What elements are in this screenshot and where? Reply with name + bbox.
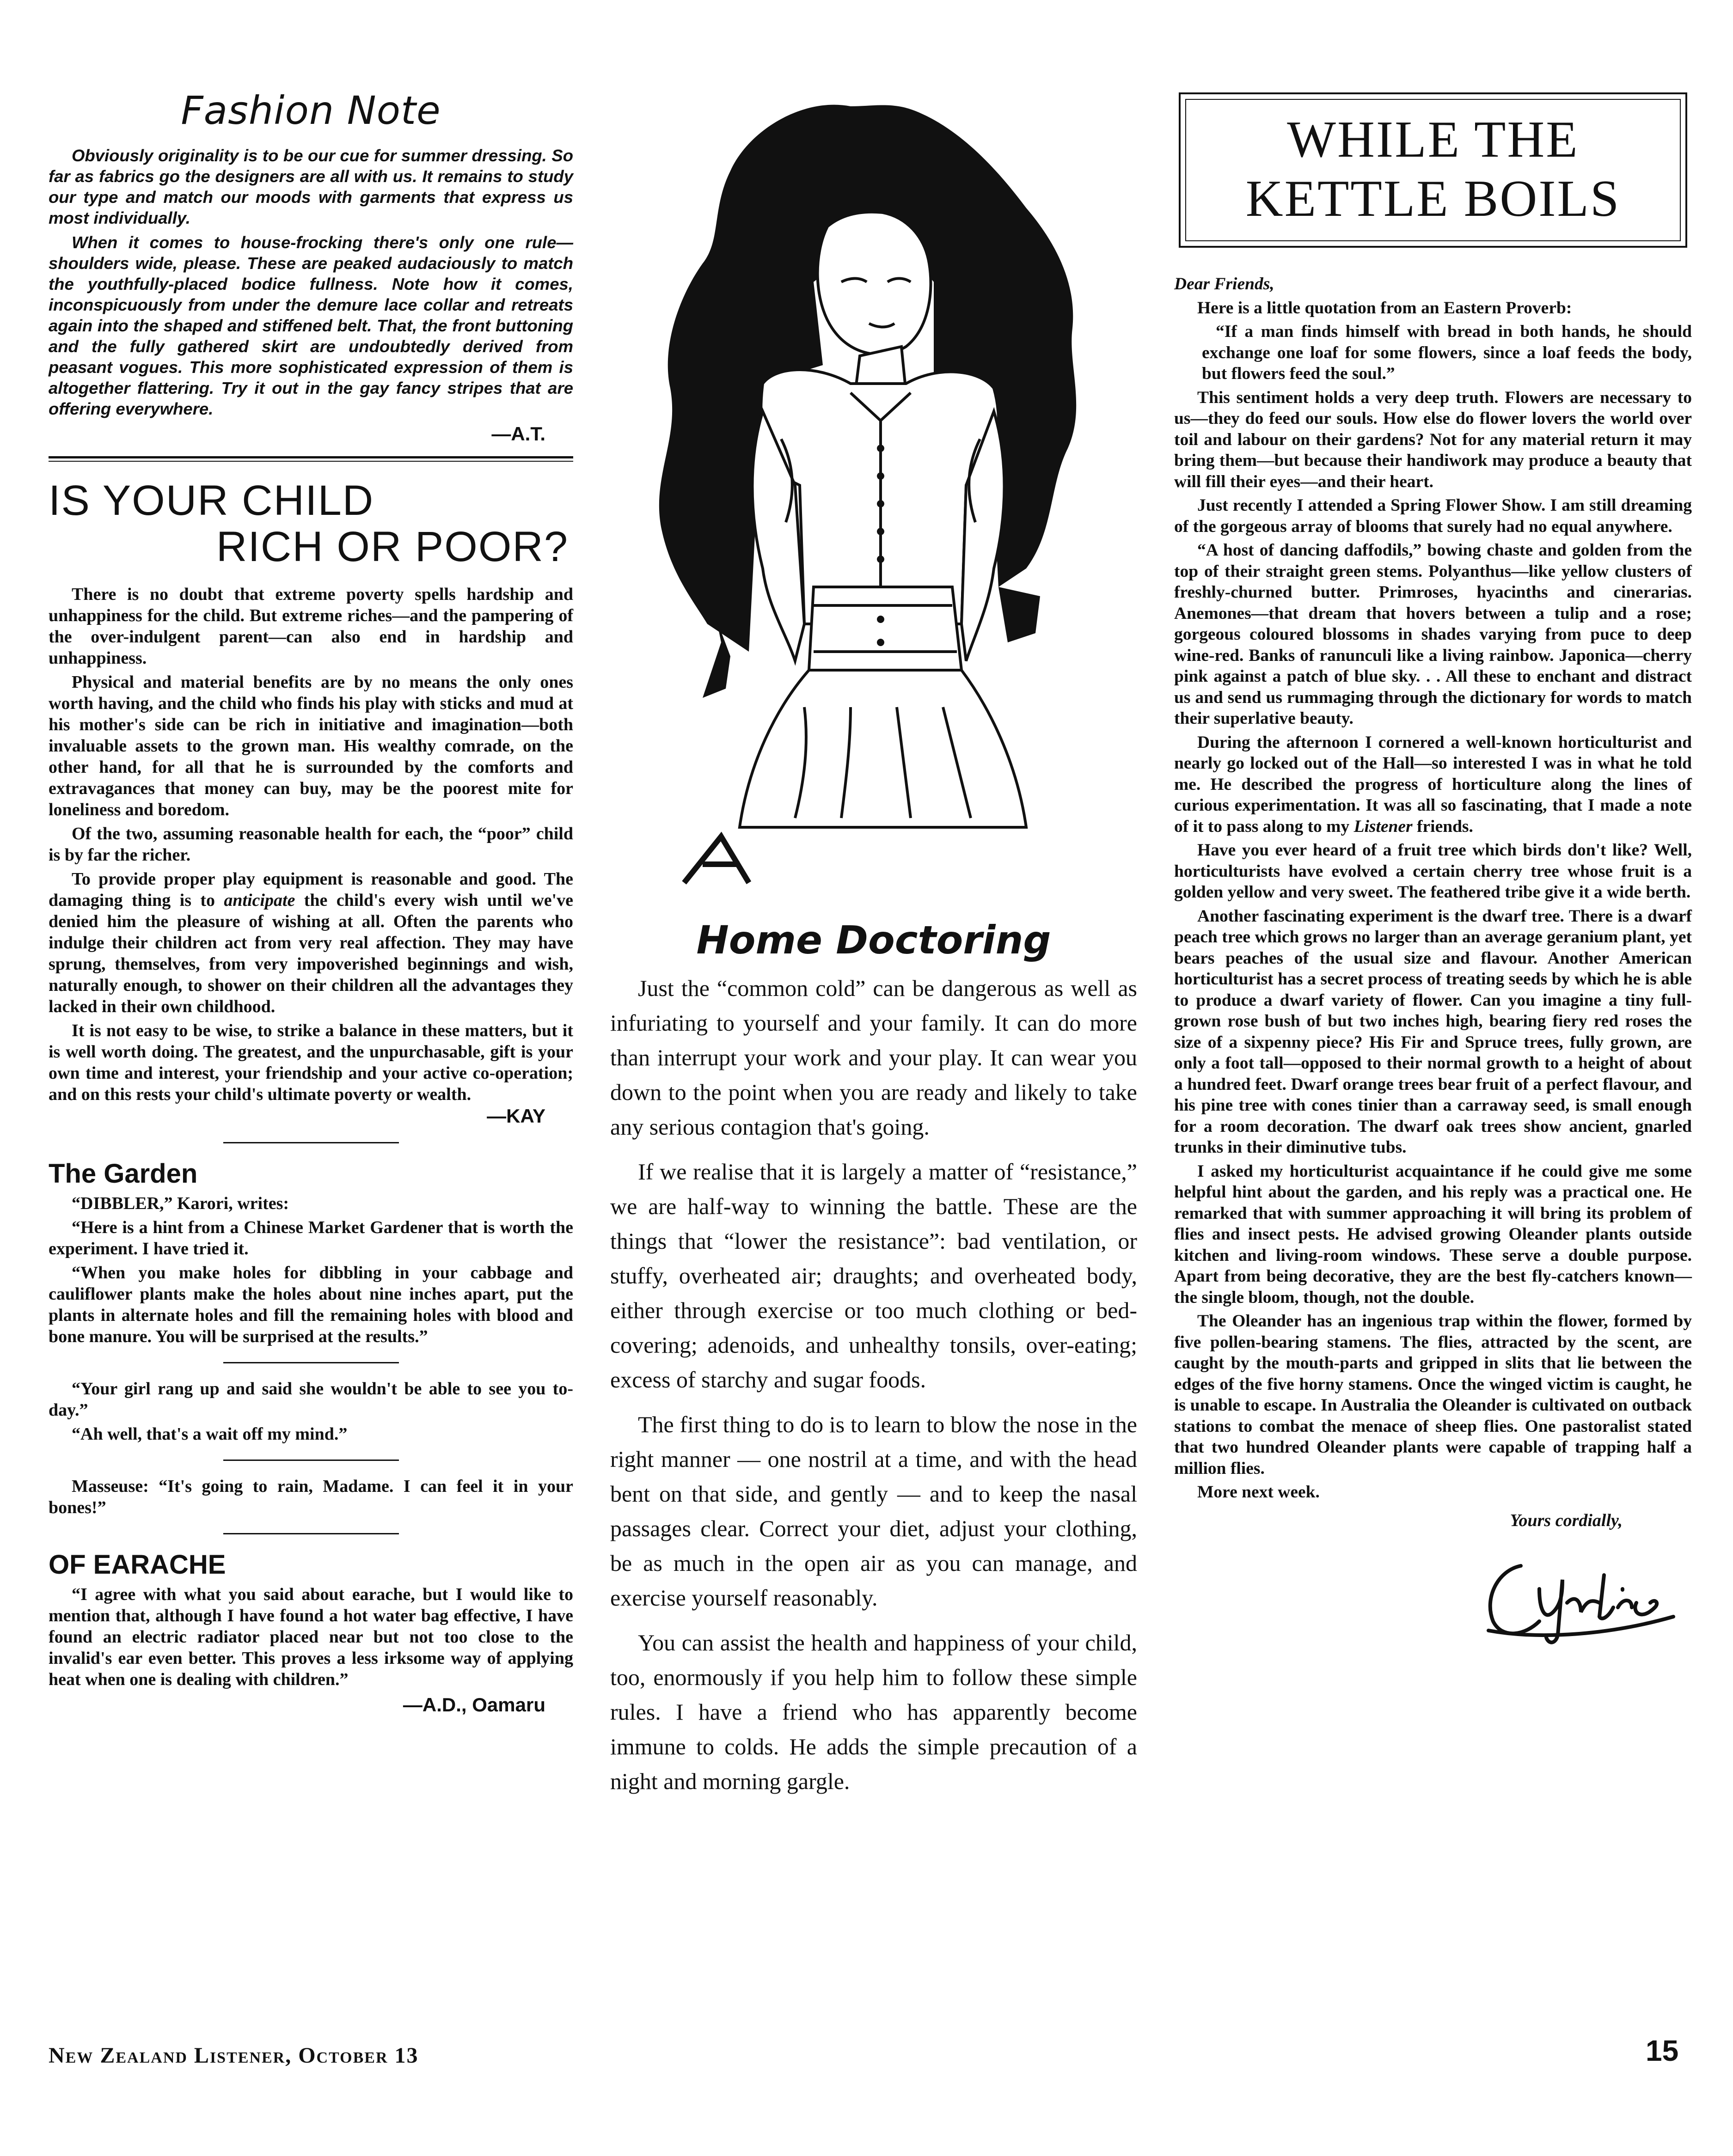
kettle-title-box — [1179, 92, 1687, 248]
left-column — [49, 88, 573, 1716]
fashion-signature: —A.T. — [491, 423, 545, 445]
child-paragraph-2: Physical and material benefits are by no means the only ones worth having, and the child who finds his play with sticks and mud at his mother's side can be rich in initiative and imagination—both invaluable assets to the grown man. His wealthy comrade, on the other hand, for all that he is surrounded by the comforts and extravagances that money can buy, may be the poorest mite for loneliness and boredom. — [49, 672, 573, 819]
short-divider — [223, 1142, 399, 1143]
joke-1: “Your girl rang up and said she wouldn't be able to see you to-day.” — [49, 1379, 573, 1420]
cynthia-signature — [1470, 1547, 1683, 1649]
fashion-paragraph-2: When it comes to house-frocking there's only one rule—shoulders wide, please. These are peaked audaciously to match the youthfully-placed bodice fullness. Note how it comes, inconspicuously from under the demure lace collar and retreats again into the shaped and stiffened belt. That, the front buttoning and the fully gathered skirt are undoubtedly derived from peasant vogues. This more sophisticated expression of them is altogether flattering. Try it out in the gay fancy stripes that are offering everywhere. — [49, 233, 573, 418]
fashion-note-article — [49, 88, 573, 445]
short-divider — [223, 1533, 399, 1534]
fashion-paragraph-1: Obviously originality is to be our cue for summer dressing. So far as fabrics go the designers are all with us. It remains to study our type and match our moods with garments that express us most individually. — [49, 146, 573, 227]
kettle-title-inner — [1185, 99, 1681, 241]
garden-paragraph-3: “When you make holes for dibbling in your cabbage and cauliflower plants make the holes about nine inches apart, put the plants in alternate holes and fill the remaining holes with blood and bone manure. You will be surprised at the results.” — [49, 1263, 573, 1346]
home-paragraph-1: Just the “common cold” can be dangerous as well as infuriating to yourself and your family. It can do more than interrupt your work and your play. It can wear you down to the point when you are ready and likely to take any serious contagion that's going. — [610, 975, 1137, 1140]
kettle-p5-part-a: During the afternoon I cornered a well-known horticulturist and nearly go locked out of the Hall—so interested I was in what he told me. He described the progress of horticulture along the lines of curious experimentation. It was all so fascinating, that I made a note of it to pass along to my — [1174, 733, 1692, 836]
earache-title: OF EARACHE — [49, 1550, 226, 1580]
kettle-paragraph-6: Have you ever heard of a fruit tree which birds don't like? Well, horticulturists have evolved a certain cherry tree whose fruit is a golden yellow and very sweet. The feathered tribe give it a wide berth. — [1174, 841, 1692, 902]
rich-or-poor-article — [49, 477, 573, 1127]
kettle-title-line-1: WHILE THE — [1287, 111, 1579, 168]
middle-column — [610, 88, 1137, 1809]
fashion-note-title: Fashion Note — [181, 88, 441, 133]
right-column — [1174, 92, 1692, 1649]
child-p4-part-a: To provide proper play equipment is reasonable and good. The damaging thing is to — [49, 869, 573, 910]
kettle-paragraph-10: More next week. — [1197, 1483, 1320, 1502]
jokes-body — [49, 1378, 573, 1445]
child-article-body — [49, 584, 573, 1105]
kettle-article-body — [1174, 274, 1692, 1649]
kettle-paragraph-4: “A host of dancing daffodils,” bowing chaste and golden from the top of their straight green stems. Polyanthus—like yellow clusters of freshly-churned butter. Primroses, hyacinths and cinerarias. Anemones—that dream that hovers between a tulip and a rose; gorgeous coloured blossoms in shades varying from puce to deep wine-red. Banks of ranunculi like a living rainbow. Japonica—cherry pink against a patch of blue sky. . . All these to enchant and distract us and send us rummaging through the dictionary for words to match their superlative beauty. — [1174, 541, 1692, 728]
home-paragraph-4: You can assist the health and happiness of your child, too, enormously if you help him to follow these simple rules. I have a friend who has apparently become immune to colds. He adds the simple precaution of a night and morning gargle. — [610, 1630, 1137, 1794]
fashion-note-body — [49, 145, 573, 419]
garden-article — [49, 1158, 573, 1347]
home-doctoring-article — [610, 917, 1137, 1799]
kettle-paragraph-1: Here is a little quotation from an Eastern Proverb: — [1197, 298, 1572, 318]
kettle-paragraph-9: The Oleander has an ingenious trap within the flower, formed by five pollen-bearing stamens. The flies, attracted by the scent, are caught by the mouth-parts and gripped in slits that lie between the edges of the five horny stamens. Once the winged victim is caught, he is unable to escape. In Australia the Oleander is cultivated on outback stations to combat the menace of sheep flies. One pastoralist stated that two hundred Oleander plants were capable of trapping half a million flies. — [1174, 1312, 1692, 1478]
joke-2: “Ah well, that's a wait off my mind.” — [72, 1424, 348, 1444]
fashion-illustration — [610, 88, 1137, 910]
garden-body — [49, 1193, 573, 1347]
kettle-paragraph-7: Another fascinating experiment is the dwarf tree. There is a dwarf peach tree which grows no larger than an average geranium plant, yet bears peaches of the usual size and flavour. Another American horticulturist has a secret process of treating seeds by which he is able to produce a dwarf variety of flower. Can you imagine a tiny full-grown rose bush of but two inches high, bearing fiery red roses the size of a sixpenny piece? His Fir and Spruce trees, fully grown, are only a foot tall—opposed to their normal growth to a height of about a hundred feet. Dwarf orange trees bear fruit of a perfect flavour, and his pine tree with cones tinier than a carraway seed, is small enough for a room decoration. The dwarf oak trees show ancient, gnarled trunks in their diminutive tubs. — [1174, 906, 1692, 1157]
kettle-p5-part-b: friends. — [1412, 817, 1473, 836]
kettle-paragraph-5 — [1174, 732, 1692, 837]
kettle-salutation: Dear Friends, — [1174, 275, 1274, 293]
earache-signature: —A.D., Oamaru — [403, 1694, 545, 1716]
child-paragraph-1: There is no doubt that extreme poverty spells hardship and unhappiness for the child. But extreme riches—and the pampering of the over-indulgent parent—can also end in hardship and unhappiness. — [49, 585, 573, 668]
kettle-quote: “If a man finds himself with bread in both hands, he should exchange one loaf for some flowers, since a loaf feeds the body, but flowers feed the soul.” — [1202, 322, 1692, 383]
earache-article — [49, 1549, 573, 1716]
short-divider — [223, 1362, 399, 1363]
garden-title: The Garden — [49, 1159, 198, 1189]
jokes-section — [49, 1378, 573, 1445]
masseuse-body — [49, 1476, 573, 1518]
child-paragraph-5: It is not easy to be wise, to strike a balance in these matters, but it is well worth doing. The greatest, and the unpurchasable, gift is your own time and interest, your friendship and your active co-operation; and on this rests your child's ultimate poverty or wealth. — [49, 1021, 573, 1104]
garden-paragraph-1: “DIBBLER,” Karori, writes: — [72, 1194, 289, 1213]
child-paragraph-4 — [49, 868, 573, 1017]
child-title-line-2: RICH OR POOR? — [216, 523, 569, 570]
kettle-paragraph-8: I asked my horticulturist acquaintance if he could give me some helpful hint about the garden, and his reply was a practical one. He remarked that with summer approaching it will bring its problem of flies and insect pests. He advised growing Oleander plants outside kitchen and living-room windows. These serve a double purpose. Apart from being decorative, they are the best fly-catchers known—the single bloom, though, not the double. — [1174, 1161, 1692, 1307]
section-divider — [49, 456, 573, 462]
home-doctoring-body — [610, 971, 1137, 1799]
kettle-title-line-2: KETTLE BOILS — [1245, 170, 1621, 227]
garden-paragraph-2: “Here is a hint from a Chinese Market Gardener that is worth the experiment. I have tried it. — [49, 1218, 573, 1258]
kettle-p5-emphasis: Listener — [1353, 817, 1413, 836]
earache-paragraph-1: “I agree with what you said about earache, but I would like to mention that, although I have found a hot water bag effective, I have found an electric radiator placed near but not too close to the invalid's ear even better. This proves a less irksome way of applying heat when one is dealing with children.” — [49, 1585, 573, 1689]
kettle-closing: Yours cordially, — [1510, 1510, 1623, 1530]
short-divider — [223, 1460, 399, 1461]
kettle-paragraph-3: Just recently I attended a Spring Flower Show. I am still dreaming of the gorgeous array of blooms that surely had no equal anywhere. — [1174, 496, 1692, 536]
footer-publication: New Zealand Listener, October 13 — [49, 2043, 419, 2068]
child-title-line-1: IS YOUR CHILD — [49, 477, 374, 524]
child-p4-part-b: the child's every wish until we've denied him the pleasure of wishing at all. Often the parents who indulge their children act from very real affection. They may have sprung, themselves, from very impoverished beginnings and wish, naturally enough, to shower on their children all the advantages they lacked in their own childhood. — [49, 891, 573, 1016]
home-paragraph-2: If we realise that it is largely a matter of “resistance,” we are half-way to winning the battle. These are the things that “lower the resistance”: bad ventilation, or stuffy, overheated air; draughts; and overheated body, either through exercise or too much clothing or bed-covering; adenoids, and unhealthy tonsils, over-eating; excess of starchy and sugar foods. — [610, 1159, 1137, 1393]
child-p4-emphasis: anticipate — [224, 891, 295, 910]
home-doctoring-title: Home Doctoring — [696, 917, 1051, 963]
kettle-paragraph-2: This sentiment holds a very deep truth. Flowers are necessary to us—they do feed our souls. How else do flower lovers the world over toil and labour on their gardens? Not for any material return it may bring them—but because their handiwork may produce a beauty that will fill their eyes—and their heart. — [1174, 388, 1692, 491]
child-signature: —KAY — [487, 1105, 545, 1127]
earache-body — [49, 1584, 573, 1690]
child-paragraph-3: Of the two, assuming reasonable health for each, the “poor” child is by far the richer. — [49, 824, 573, 865]
footer-page-number: 15 — [1646, 2034, 1679, 2067]
home-paragraph-3: The first thing to do is to learn to blow the nose in the right manner — one nostril at a time, and with the head bent on that side, and gently — and to keep the nasal passages clear. Correct your diet, adjust your clothing, be as much in the open air as you can manage, and exercise yourself reasonably. — [610, 1411, 1137, 1611]
masseuse-joke-section — [49, 1476, 573, 1518]
joke-3: Masseuse: “It's going to rain, Madame. I can feel it in your bones!” — [49, 1477, 573, 1517]
